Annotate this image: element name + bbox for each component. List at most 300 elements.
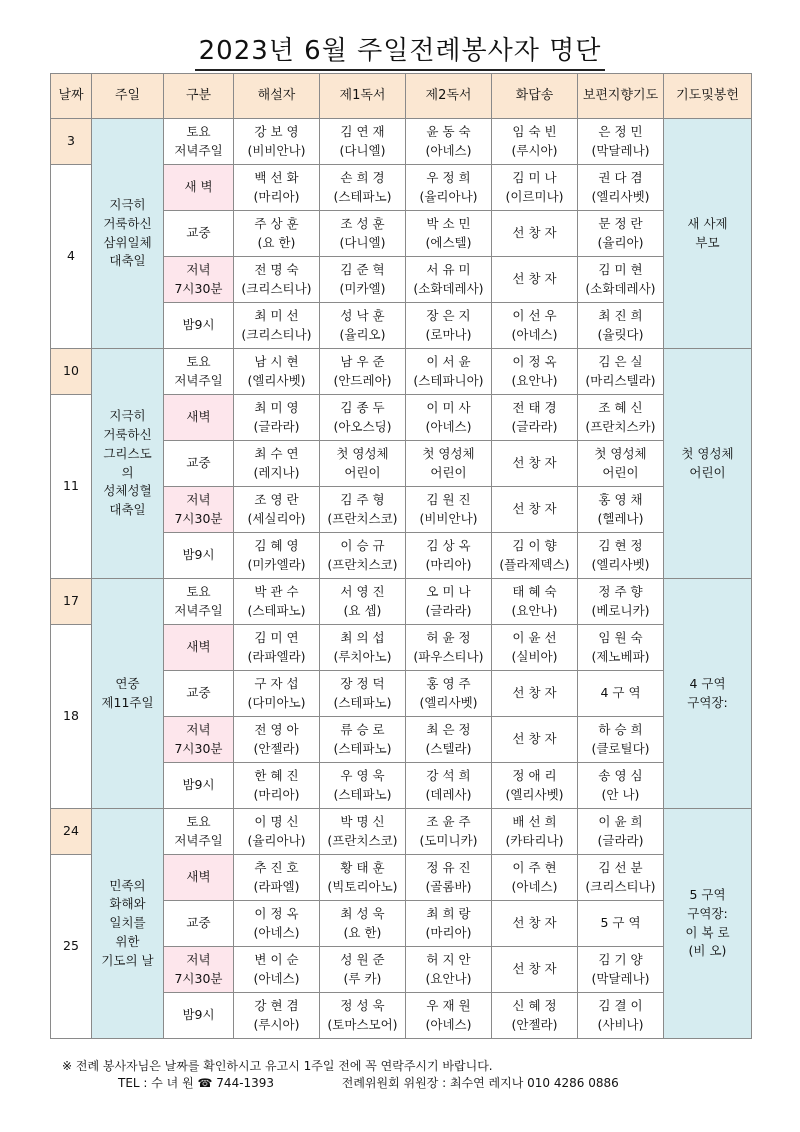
offertory-line: 구역장: xyxy=(687,694,728,710)
column-header: 제1독서 xyxy=(320,74,406,119)
volunteer-name: 허 윤 정 xyxy=(426,629,471,645)
volunteer-name: 이 선 우 xyxy=(512,307,557,323)
baptismal-name: (요 한) xyxy=(257,234,296,250)
volunteer-cell xyxy=(234,533,320,579)
sunday-name-line: 일치를 xyxy=(109,915,146,931)
volunteer-cell xyxy=(406,717,492,763)
volunteer-name: 정 성 욱 xyxy=(340,997,385,1013)
sunday-name-line: 연중 xyxy=(115,675,140,691)
volunteer-name: 송 영 심 xyxy=(598,767,643,783)
volunteer-name: 남 우 준 xyxy=(340,353,385,369)
service-type-line: 저녁주일 xyxy=(174,372,223,388)
volunteer-cell xyxy=(578,901,664,947)
sunday-name-line: 지극히 xyxy=(109,408,146,424)
volunteer-cell xyxy=(406,763,492,809)
service-type-cell xyxy=(164,441,234,487)
baptismal-name: (아네스) xyxy=(253,970,300,986)
service-type-cell xyxy=(164,395,234,441)
service-type-line: 밤9시 xyxy=(182,547,215,563)
baptismal-name: (엘리사벳) xyxy=(591,556,650,572)
volunteer-name: 김 미 나 xyxy=(512,169,557,185)
baptismal-name: (아네스) xyxy=(425,142,472,158)
volunteer-cell xyxy=(492,579,578,625)
baptismal-name: (요안나) xyxy=(511,602,558,618)
baptismal-name: (글라라) xyxy=(425,602,472,618)
volunteer-cell xyxy=(234,855,320,901)
volunteer-name: 허 지 안 xyxy=(426,951,471,967)
baptismal-name: (루 카) xyxy=(343,970,382,986)
volunteer-name: 김 결 이 xyxy=(598,997,643,1013)
volunteer-cell xyxy=(578,947,664,993)
service-type-line: 저녁 xyxy=(186,261,211,277)
baptismal-name: (율릿다) xyxy=(597,326,644,342)
baptismal-name: (안드레아) xyxy=(333,372,392,388)
volunteer-cell xyxy=(578,303,664,349)
volunteer-name: 최 의 섭 xyxy=(340,629,385,645)
volunteer-name: 선 창 자 xyxy=(512,271,557,287)
volunteer-name: 조 영 란 xyxy=(254,491,299,507)
volunteer-cell xyxy=(578,855,664,901)
service-type-cell xyxy=(164,855,234,901)
date-cell: 18 xyxy=(51,625,92,809)
service-type-cell xyxy=(164,671,234,717)
table-row xyxy=(51,809,752,855)
volunteer-cell xyxy=(492,119,578,165)
volunteer-cell xyxy=(406,901,492,947)
date-cell: 24 xyxy=(51,809,92,855)
sunday-name-cell xyxy=(92,349,164,579)
service-type-line: 교중 xyxy=(186,455,211,471)
volunteer-name: 성 원 준 xyxy=(340,951,385,967)
baptismal-name: (요안나) xyxy=(425,970,472,986)
offertory-line: 이 복 로 xyxy=(685,924,730,940)
baptismal-name: (토마스모어) xyxy=(327,1016,398,1032)
volunteer-name: 첫 영성체 xyxy=(594,445,647,461)
volunteer-name: 김 미 현 xyxy=(598,261,643,277)
service-type-line: 7시30분 xyxy=(174,740,223,756)
baptismal-name: (스테파노) xyxy=(333,786,392,802)
volunteer-cell xyxy=(578,395,664,441)
volunteer-cell xyxy=(406,579,492,625)
column-header: 화답송 xyxy=(492,74,578,119)
service-type-cell xyxy=(164,763,234,809)
date-cell: 10 xyxy=(51,349,92,395)
service-type-cell xyxy=(164,257,234,303)
volunteer-name: 백 선 화 xyxy=(254,169,299,185)
sunday-name-line: 거룩하신 xyxy=(103,215,152,231)
volunteer-cell xyxy=(320,671,406,717)
baptismal-name: (다미아노) xyxy=(247,694,306,710)
volunteer-cell xyxy=(234,717,320,763)
offertory-line: 어린이 xyxy=(689,464,726,480)
baptismal-name: 어린이 xyxy=(602,464,639,480)
volunteer-cell xyxy=(406,395,492,441)
volunteer-cell xyxy=(578,257,664,303)
volunteer-name: 최 진 희 xyxy=(598,307,643,323)
volunteer-cell xyxy=(578,211,664,257)
volunteer-cell xyxy=(320,763,406,809)
service-type-line: 새 벽 xyxy=(184,179,213,195)
volunteer-cell xyxy=(234,303,320,349)
service-type-cell xyxy=(164,165,234,211)
volunteer-cell xyxy=(578,579,664,625)
baptismal-name: (스테파노) xyxy=(333,188,392,204)
volunteer-cell xyxy=(406,257,492,303)
column-header: 기도및봉헌 xyxy=(664,74,752,119)
volunteer-name: 박 관 수 xyxy=(254,583,299,599)
baptismal-name: (프란치스코) xyxy=(327,556,398,572)
volunteer-name: 남 시 현 xyxy=(254,353,299,369)
volunteer-cell xyxy=(406,487,492,533)
volunteer-cell xyxy=(234,993,320,1039)
baptismal-name: (빅토리아노) xyxy=(327,878,398,894)
tel-label: TEL : 수 녀 원 xyxy=(118,1076,194,1091)
volunteer-cell xyxy=(578,441,664,487)
volunteer-name: 조 윤 주 xyxy=(426,813,471,829)
volunteer-name: 조 성 훈 xyxy=(340,215,385,231)
baptismal-name: (소화데레사) xyxy=(413,280,484,296)
baptismal-name: (실비아) xyxy=(511,648,558,664)
volunteer-cell xyxy=(492,763,578,809)
volunteer-cell xyxy=(234,671,320,717)
volunteer-name: 김 현 정 xyxy=(598,537,643,553)
service-type-line: 저녁주일 xyxy=(174,832,223,848)
volunteer-name: 한 혜 진 xyxy=(254,767,299,783)
volunteer-cell xyxy=(492,533,578,579)
volunteer-name: 김 기 양 xyxy=(598,951,643,967)
sunday-name-cell xyxy=(92,809,164,1039)
sunday-name-line: 제11주일 xyxy=(101,694,154,710)
volunteer-cell xyxy=(578,119,664,165)
header-row xyxy=(51,74,752,119)
baptismal-name: (도미니카) xyxy=(419,832,478,848)
service-type-line: 토요 xyxy=(186,813,211,829)
sunday-name-cell xyxy=(92,119,164,349)
baptismal-name: (클로틸다) xyxy=(591,740,650,756)
baptismal-name: 어린이 xyxy=(344,464,381,480)
volunteer-cell xyxy=(492,165,578,211)
phone-icon: ☎ xyxy=(197,1076,213,1091)
sunday-name-line: 거룩하신 xyxy=(103,427,152,442)
service-type-line: 교중 xyxy=(186,915,211,931)
baptismal-name: (율리오) xyxy=(339,326,386,342)
volunteer-name: 선 창 자 xyxy=(512,501,557,517)
baptismal-name: (마리스텔라) xyxy=(585,372,656,388)
sunday-name-line: 대축일 xyxy=(109,253,146,269)
baptismal-name: (루치아노) xyxy=(333,648,392,664)
volunteer-cell xyxy=(578,763,664,809)
volunteer-name: 김 주 형 xyxy=(340,491,385,507)
baptismal-name: (엘리사벳) xyxy=(505,786,564,802)
service-type-line: 밤9시 xyxy=(182,317,215,333)
volunteer-name: 이 미 사 xyxy=(426,399,471,415)
sunday-name-line: 성체성혈 xyxy=(103,483,152,499)
volunteer-cell xyxy=(320,901,406,947)
volunteer-name: 태 혜 숙 xyxy=(512,583,557,599)
sunday-name-line: 그리스도 xyxy=(103,445,152,461)
service-type-cell xyxy=(164,579,234,625)
volunteer-name: 장 은 지 xyxy=(426,307,471,323)
volunteer-cell xyxy=(578,993,664,1039)
offertory-line: 새 사제 xyxy=(687,215,728,231)
service-type-line: 새벽 xyxy=(186,639,211,655)
service-type-line: 저녁주일 xyxy=(174,142,223,158)
baptismal-name: (율리아) xyxy=(597,234,644,250)
offertory-line: 4 구역 xyxy=(689,675,726,691)
volunteer-name: 주 상 훈 xyxy=(254,215,299,231)
baptismal-name: (프란치스코) xyxy=(327,510,398,526)
volunteer-cell xyxy=(492,717,578,763)
volunteer-cell xyxy=(406,533,492,579)
sunday-name-line: 민족의 xyxy=(109,877,146,893)
baptismal-name: (루시아) xyxy=(511,142,558,158)
column-header: 보편지향기도 xyxy=(578,74,664,119)
volunteer-name: 최 수 연 xyxy=(254,445,299,461)
volunteer-cell xyxy=(234,349,320,395)
volunteer-name: 권 다 겸 xyxy=(598,169,643,185)
service-type-line: 7시30분 xyxy=(174,510,223,526)
tel-number: 744-1393 xyxy=(216,1076,275,1091)
volunteer-name: 김 상 옥 xyxy=(426,537,471,553)
baptismal-name: (글라라) xyxy=(253,418,300,434)
volunteer-cell xyxy=(234,257,320,303)
volunteer-cell xyxy=(492,625,578,671)
baptismal-name: (아네스) xyxy=(511,878,558,894)
baptismal-name: (프란치스코) xyxy=(327,832,398,848)
service-type-cell xyxy=(164,947,234,993)
volunteer-cell xyxy=(406,303,492,349)
volunteer-cell xyxy=(320,533,406,579)
volunteer-name: 최 성 욱 xyxy=(340,905,385,921)
volunteer-name: 홍 영 주 xyxy=(426,675,471,691)
volunteer-name: 서 영 진 xyxy=(340,583,385,599)
baptismal-name: (다니엘) xyxy=(339,142,386,158)
volunteer-name: 손 희 경 xyxy=(340,169,385,185)
baptismal-name: (골롬바) xyxy=(425,878,472,894)
volunteer-cell xyxy=(320,119,406,165)
volunteer-name: 정 유 진 xyxy=(426,859,471,875)
volunteer-cell xyxy=(234,119,320,165)
volunteer-cell xyxy=(406,671,492,717)
sunday-name-line: 기도의 날 xyxy=(101,952,154,968)
table-row xyxy=(51,579,752,625)
volunteer-name: 선 창 자 xyxy=(512,961,557,977)
offertory-line: 부모 xyxy=(695,234,720,250)
volunteer-name: 홍 영 채 xyxy=(598,491,643,507)
volunteer-cell xyxy=(320,993,406,1039)
volunteer-name: 김 연 재 xyxy=(340,123,385,139)
baptismal-name: (크리스티나) xyxy=(241,326,312,342)
baptismal-name: (아네스) xyxy=(425,418,472,434)
baptismal-name: (마리아) xyxy=(425,924,472,940)
volunteer-cell xyxy=(578,349,664,395)
volunteer-cell xyxy=(492,993,578,1039)
service-type-cell xyxy=(164,625,234,671)
volunteer-cell xyxy=(578,165,664,211)
baptismal-name: (이르미나) xyxy=(505,188,564,204)
volunteer-name: 강 현 겸 xyxy=(254,997,299,1013)
baptismal-name: (마리아) xyxy=(425,556,472,572)
volunteer-name: 전 태 경 xyxy=(512,399,557,415)
volunteer-name: 이 윤 선 xyxy=(512,629,557,645)
volunteer-cell xyxy=(406,809,492,855)
volunteer-cell xyxy=(492,487,578,533)
baptismal-name: (소화데레사) xyxy=(585,280,656,296)
date-cell: 4 xyxy=(51,165,92,349)
service-type-cell xyxy=(164,533,234,579)
volunteer-cell xyxy=(320,809,406,855)
volunteer-cell xyxy=(492,349,578,395)
volunteer-name: 강 보 영 xyxy=(254,123,299,139)
volunteer-cell xyxy=(406,119,492,165)
volunteer-cell xyxy=(578,717,664,763)
baptismal-name: (세실리아) xyxy=(247,510,306,526)
column-header: 해설자 xyxy=(234,74,320,119)
baptismal-name: (미카엘라) xyxy=(247,556,306,572)
volunteer-cell xyxy=(492,901,578,947)
volunteer-name: 임 원 숙 xyxy=(598,629,643,645)
offertory-line: 첫 영성체 xyxy=(681,445,734,461)
volunteer-name: 김 은 실 xyxy=(598,353,643,369)
column-header: 구분 xyxy=(164,74,234,119)
volunteer-cell xyxy=(578,487,664,533)
baptismal-name: (레지나) xyxy=(253,464,300,480)
volunteer-name: 장 정 덕 xyxy=(340,675,385,691)
volunteer-cell xyxy=(492,395,578,441)
footer-note: ※ 전례 봉사자님은 날짜를 확인하시고 유고시 1주일 전에 꼭 연락주시기 바랍니다. xyxy=(62,1059,493,1073)
offertory-cell xyxy=(664,349,752,579)
volunteer-name: 배 선 희 xyxy=(512,813,557,829)
volunteer-cell xyxy=(578,533,664,579)
volunteer-cell xyxy=(320,257,406,303)
service-type-line: 교중 xyxy=(186,685,211,701)
volunteer-name: 하 승 희 xyxy=(598,721,643,737)
volunteer-name: 황 태 훈 xyxy=(340,859,385,875)
volunteer-name: 신 혜 정 xyxy=(512,997,557,1013)
volunteer-cell xyxy=(320,625,406,671)
volunteer-cell xyxy=(234,579,320,625)
date-cell: 25 xyxy=(51,855,92,1039)
baptismal-name: (아네스) xyxy=(253,924,300,940)
offertory-cell xyxy=(664,809,752,1039)
volunteer-cell xyxy=(320,947,406,993)
volunteer-name: 정 주 향 xyxy=(598,583,643,599)
sunday-name-cell xyxy=(92,579,164,809)
service-type-cell xyxy=(164,809,234,855)
volunteer-cell xyxy=(406,947,492,993)
volunteer-cell xyxy=(492,809,578,855)
volunteer-cell xyxy=(320,303,406,349)
volunteer-cell xyxy=(492,257,578,303)
sunday-name-line: 지극히 xyxy=(109,197,146,212)
volunteer-name: 최 미 선 xyxy=(254,307,299,323)
volunteer-name: 김 원 진 xyxy=(426,491,471,507)
volunteer-name: 이 정 옥 xyxy=(254,905,299,921)
service-type-cell xyxy=(164,717,234,763)
baptismal-name: (엘리사벳) xyxy=(591,188,650,204)
volunteer-cell xyxy=(320,579,406,625)
column-header: 날짜 xyxy=(51,74,92,119)
volunteer-name: 우 정 희 xyxy=(426,169,471,185)
service-type-line: 저녁 xyxy=(186,951,211,967)
column-header: 제2독서 xyxy=(406,74,492,119)
sunday-name-line: 삼위일체 xyxy=(103,234,152,250)
date-cell: 11 xyxy=(51,395,92,579)
footer-contact xyxy=(62,1075,619,1092)
volunteer-name: 박 소 민 xyxy=(426,215,471,231)
baptismal-name: (다니엘) xyxy=(339,234,386,250)
volunteer-name: 첫 영성체 xyxy=(336,445,389,461)
baptismal-name: (비비안나) xyxy=(419,510,478,526)
baptismal-name: (미카엘) xyxy=(339,280,386,296)
volunteer-name: 류 승 로 xyxy=(340,721,385,737)
volunteer-cell xyxy=(406,211,492,257)
service-type-line: 토요 xyxy=(186,353,211,369)
service-type-cell xyxy=(164,119,234,165)
offertory-line: (비 오) xyxy=(688,943,727,959)
volunteer-cell xyxy=(406,165,492,211)
baptismal-name: (카타리나) xyxy=(505,832,564,848)
baptismal-name: (플라제덱스) xyxy=(499,556,570,572)
volunteer-name: 선 창 자 xyxy=(512,915,557,931)
volunteer-name: 추 진 호 xyxy=(254,859,299,875)
volunteer-name: 강 석 희 xyxy=(426,767,471,783)
service-type-line: 저녁 xyxy=(186,721,211,737)
baptismal-name: (요 셉) xyxy=(343,602,382,618)
service-type-line: 저녁 xyxy=(186,491,211,507)
volunteer-name: 우 재 원 xyxy=(426,997,471,1013)
volunteer-name: 최 희 랑 xyxy=(426,905,471,921)
volunteer-name: 임 숙 빈 xyxy=(512,123,557,139)
volunteer-name: 이 서 윤 xyxy=(426,353,471,369)
committee-contact: 전례위원회 위원장 : 최수연 레지나 010 4286 0886 xyxy=(341,1076,619,1091)
volunteer-name: 박 명 신 xyxy=(340,813,385,829)
volunteer-name: 문 정 란 xyxy=(598,215,643,231)
volunteer-cell xyxy=(320,165,406,211)
volunteer-name: 최 은 정 xyxy=(426,721,471,737)
sunday-name-line: 의 xyxy=(121,464,134,480)
volunteer-name: 선 창 자 xyxy=(512,455,557,471)
volunteer-name: 은 정 민 xyxy=(598,123,643,139)
volunteer-name: 4 구 역 xyxy=(600,685,641,701)
title-text: 2023년 6월 주일전례봉사자 명단 xyxy=(195,36,606,71)
baptismal-name: (베로니카) xyxy=(591,602,650,618)
volunteer-cell xyxy=(320,717,406,763)
offertory-cell xyxy=(664,119,752,349)
baptismal-name: (안젤라) xyxy=(253,740,300,756)
footer xyxy=(62,1058,619,1093)
service-type-line: 토요 xyxy=(186,123,211,139)
volunteer-cell xyxy=(406,625,492,671)
service-type-line: 토요 xyxy=(186,583,211,599)
service-type-line: 밤9시 xyxy=(182,777,215,793)
volunteer-name: 전 영 아 xyxy=(254,721,299,737)
service-type-cell xyxy=(164,211,234,257)
volunteer-cell xyxy=(492,303,578,349)
baptismal-name: (제노베파) xyxy=(591,648,650,664)
baptismal-name: (로마나) xyxy=(425,326,472,342)
service-type-line: 새벽 xyxy=(186,869,211,885)
baptismal-name: (스텔라) xyxy=(425,740,472,756)
volunteer-name: 김 미 연 xyxy=(254,629,299,645)
volunteer-cell xyxy=(578,809,664,855)
baptismal-name: (비비안나) xyxy=(247,142,306,158)
column-header: 주일 xyxy=(92,74,164,119)
service-type-line: 새벽 xyxy=(186,409,211,425)
service-type-cell xyxy=(164,349,234,395)
baptismal-name: (막달레나) xyxy=(591,970,650,986)
baptismal-name: (요 한) xyxy=(343,924,382,940)
